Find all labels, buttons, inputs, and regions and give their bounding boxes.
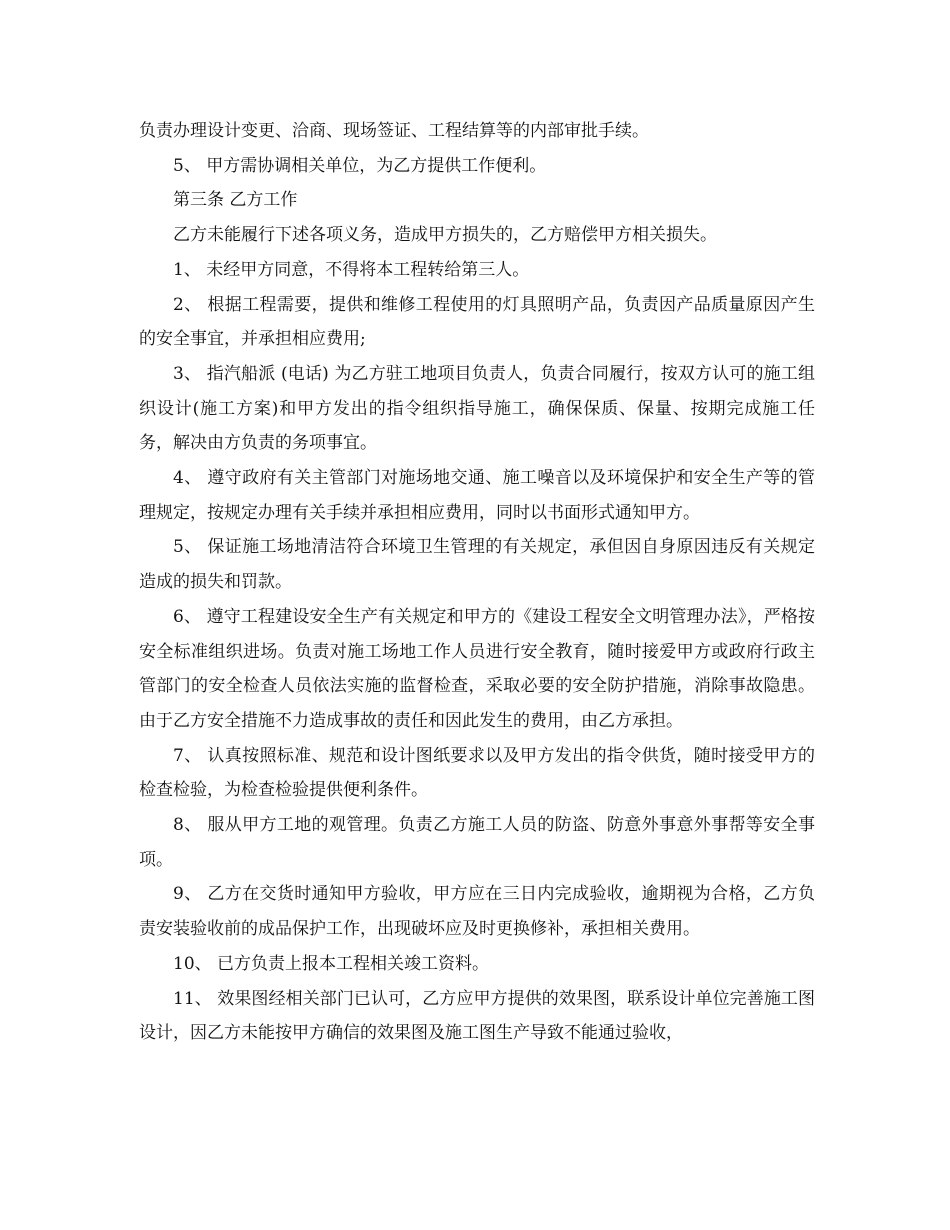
paragraph-party-b-liability: 乙方未能履行下述各项义务，造成甲方损失的，乙方赔偿甲方相关损失。 <box>173 225 717 246</box>
paragraph-item-8: 8、 服从甲方工地的观管理。负责乙方施工人员的防盗、防意外事意外事帮等安全事项。 <box>139 815 815 870</box>
paragraph-item-4: 4、 遵守政府有关主管部门对施场地交通、施工噪音以及环境保护和安全生产等的管理规定，按规定办理有关手续并承担相应费用，同时以书面形式通知甲方。 <box>139 468 815 523</box>
paragraph-item-9: 9、 乙方在交货时通知甲方验收，甲方应在三日内完成验收，逾期视为合格，乙方负责安装验收前的成品保护工作，出现破坏应及时更换修补，承担相关费用。 <box>139 884 815 940</box>
paragraph-item-5: 5、 保证施工场地清洁符合环境卫生管理的有关规定，承但因自身原因违反有关规定造成的损失和罚款。 <box>139 537 815 593</box>
paragraph-item-3: 3、 指汽船派 (电话) 为乙方驻工地项目负责人，负责合同履行，按双方认可的施工组织设计(施工方案)和甲方发出的指令组织指导施工，确保保质、保量、按期完成施工任务，解决由方负责的务项事宜。 <box>139 363 815 454</box>
paragraph-item-10: 10、 已方负责上报本工程相关竣工资料。 <box>173 953 490 974</box>
paragraph-item-6: 6、 遵守工程建设安全生产有关规定和甲方的《建设工程安全文明管理办法》，严格按安全标准组织进场。负责对施工场地工作人员进行安全教育，随时接爱甲方或政府行政主管部门的安全检查人员依法实施的监督检查，采取必要的安全防护措施，消除事故隐患。由于乙方安全措施不力造成事故的责任和因此发生的费用，由乙方承担。 <box>139 606 815 731</box>
paragraph-item-5-party-a: 5、 甲方需协调相关单位，为乙方提供工作便利。 <box>173 155 547 176</box>
paragraph-item-11: 11、 效果图经相关部门已认可，乙方应甲方提供的效果图，联系设计单位完善施工图设计，因乙方未能按甲方确信的效果图及施工图生产导致不能通过验收， <box>139 988 815 1044</box>
paragraph-item-1: 1、 未经甲方同意，不得将本工程转给第三人。 <box>173 259 530 280</box>
contract-body-text <box>139 114 815 1051</box>
section-heading-article-3: 第三条 乙方工作 <box>173 190 298 211</box>
paragraph-item-2: 2、 根据工程需要，提供和维修工程使用的灯具照明产品，负责因产品质量原因产生的安全事宜，并承担相应费用; <box>139 294 815 350</box>
paragraph-item-7: 7、 认真按照标准、规范和设计图纸要求以及甲方发出的指令供货，随时接受甲方的检查检验，为检查检验提供便利条件。 <box>139 745 815 801</box>
paragraph-approval-procedures: 负责办理设计变更、洽商、现场签证、工程结算等的内部审批手续。 <box>139 121 649 141</box>
